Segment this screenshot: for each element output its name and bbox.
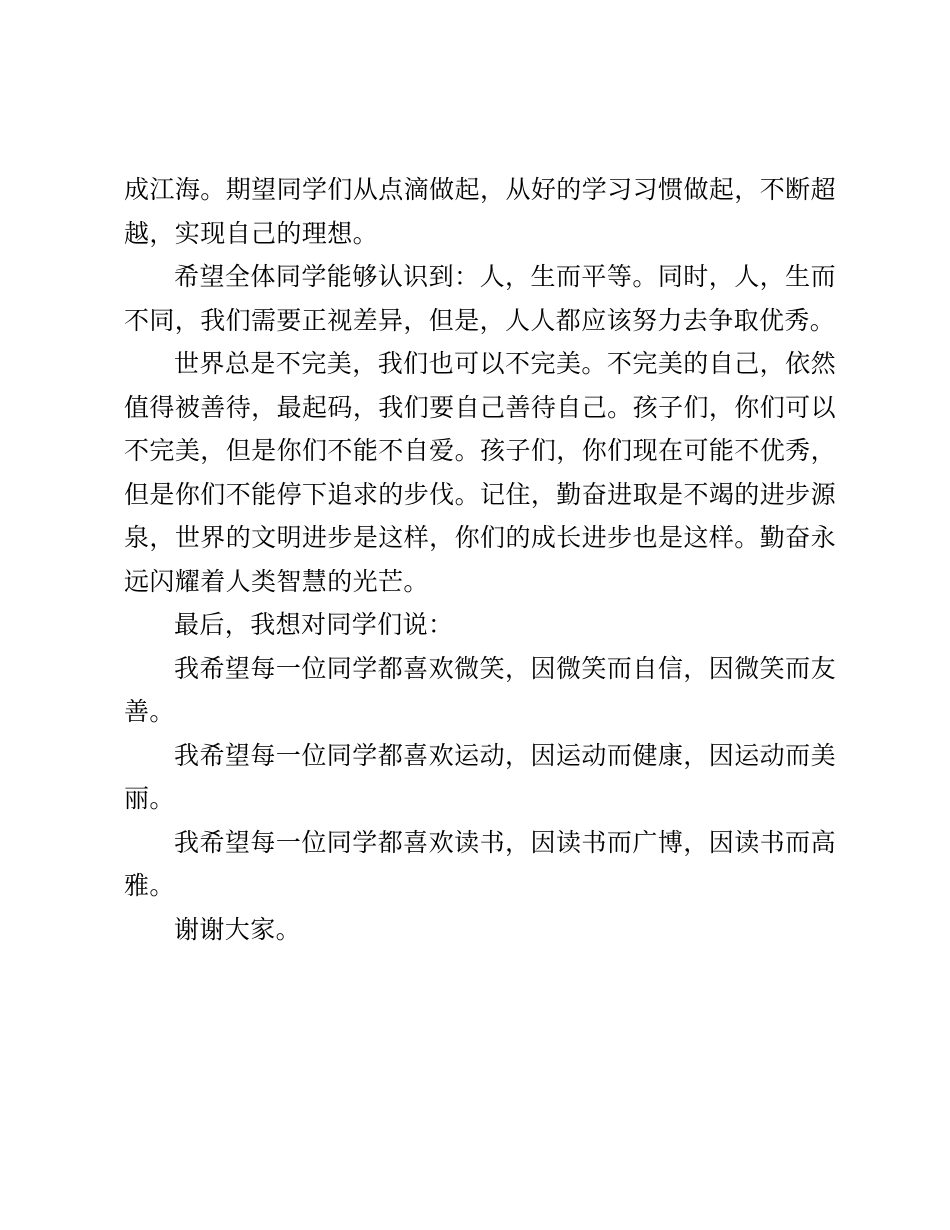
paragraph-wish-smile: 我希望每一位同学都喜欢微笑，因微笑而自信，因微笑而友善。: [124, 653, 836, 726]
paragraph-wish-sport: 我希望每一位同学都喜欢运动，因运动而健康，因运动而美丽。: [124, 740, 836, 813]
paragraph-imperfection: 世界总是不完美，我们也可以不完美。不完美的自己，依然值得被善待，最起码，我们要自己善待自己。孩子们，你们可以不完美，但是你们不能不自爱。孩子们，你们现在可能不优秀，但是你们不能停下追求的步伐。记住，勤奋进取是不竭的进步源泉，世界的文明进步是这样，你们的成长进步也是这样。勤奋永远闪耀着人类智慧的光芒。: [124, 349, 836, 596]
paragraph-continuation: 成江海。期望同学们从点滴做起，从好的学习习惯做起，不断超越，实现自己的理想。: [124, 175, 836, 248]
document-body: [124, 168, 836, 951]
paragraph-wish-reading: 我希望每一位同学都喜欢读书，因读书而广博，因读书而高雅。: [124, 827, 836, 900]
paragraph-thanks: 谢谢大家。: [174, 914, 302, 944]
paragraph-closing-intro: 最后，我想对同学们说：: [174, 610, 454, 639]
paragraph-equality: 希望全体同学能够认识到：人，生而平等。同时，人，生而不同，我们需要正视差异，但是，人人都应该努力去争取优秀。: [124, 262, 836, 335]
